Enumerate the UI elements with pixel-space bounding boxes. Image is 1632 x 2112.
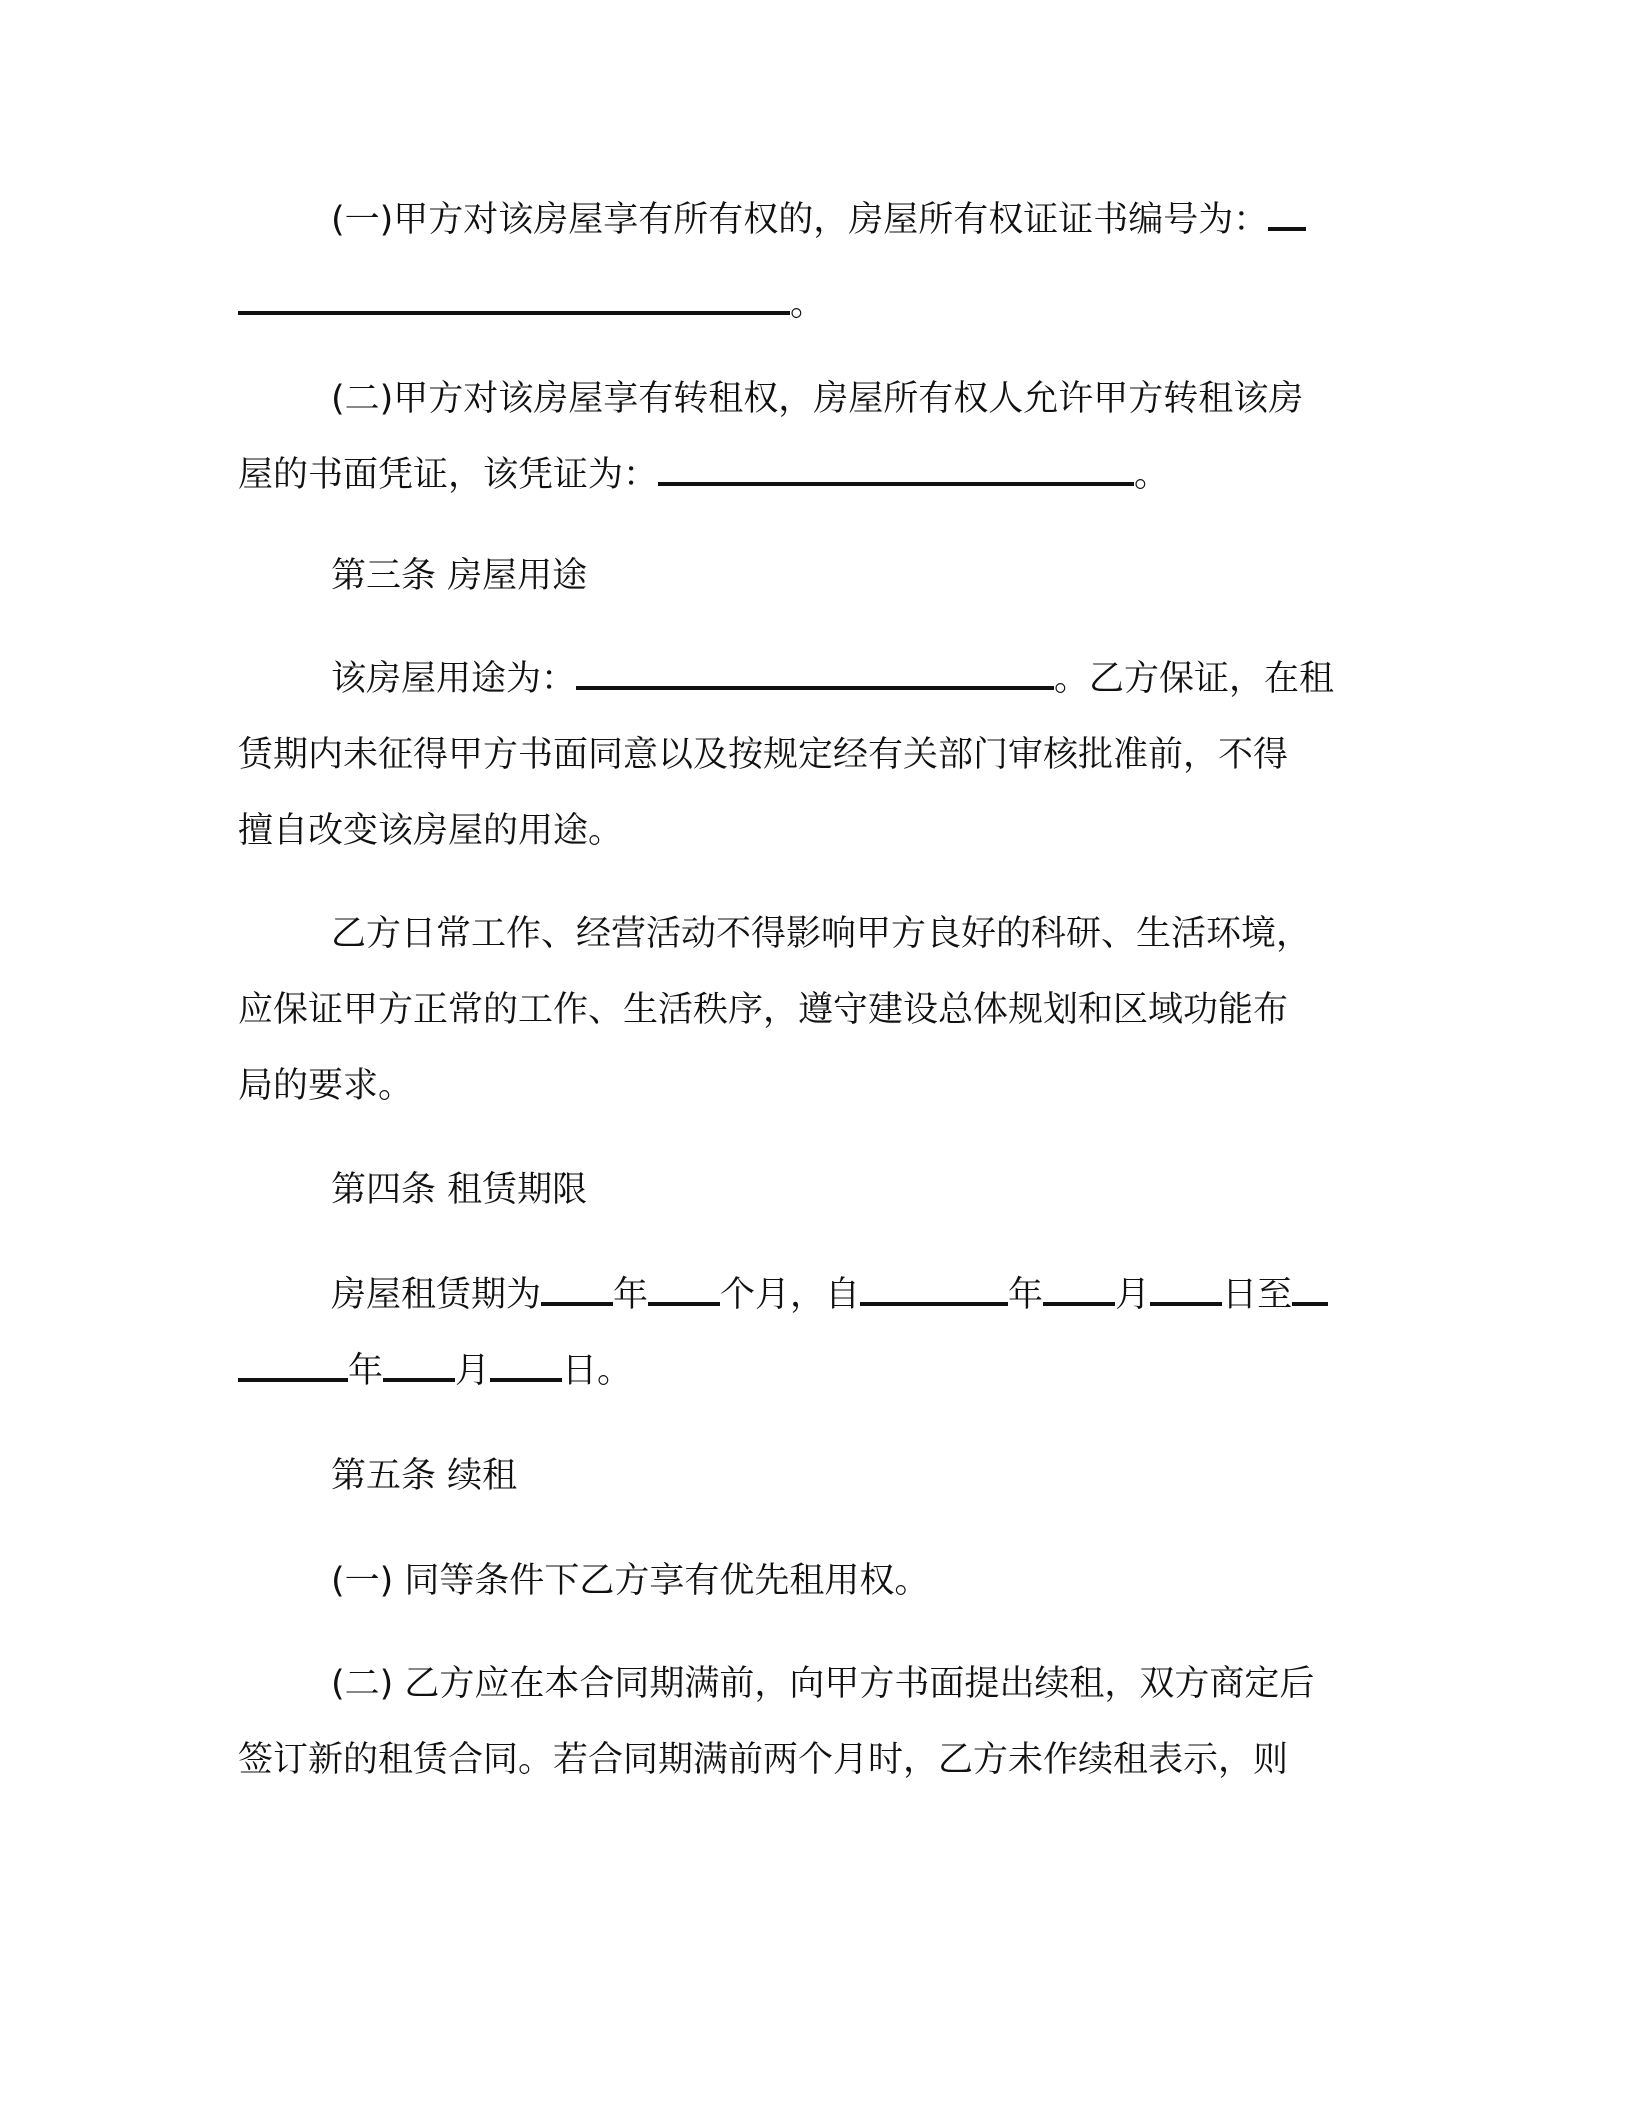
start-day-blank (1150, 1272, 1222, 1306)
usage-clause-line2: 赁期内未征得甲方书面同意以及按规定经有关部门审核批准前，不得 (238, 735, 1289, 775)
operation-clause-line2: 应保证甲方正常的工作、生活秩序，遵守建设总体规划和区域功能布 (238, 990, 1289, 1030)
sublease-clause-line2: 屋的书面凭证，该凭证为： 。 (238, 451, 1169, 499)
sublease-clause-line1: (二)甲方对该房屋享有转租权，房屋所有权人允许甲方转租该房 (331, 379, 1304, 419)
usage-blank (576, 656, 1054, 690)
operation-clause-line3: 局的要求。 (238, 1066, 414, 1106)
article3-heading: 第三条 房屋用途 (331, 556, 588, 596)
end-month-blank (383, 1348, 455, 1382)
term-months-blank (648, 1272, 720, 1306)
operation-clause-line1: 乙方日常工作、经营活动不得影响甲方良好的科研、生活环境， (331, 914, 1312, 954)
term-clause-line1: 房屋租赁期为 年 个月，自 年 月 日至 (331, 1271, 1328, 1319)
ownership-clause-line2: 。 (238, 280, 825, 328)
renewal-priority-clause: (一) 同等条件下乙方享有优先租用权。 (331, 1561, 930, 1601)
term-years-blank (541, 1272, 613, 1306)
start-year-blank (860, 1272, 1008, 1306)
certificate-number-blank-cont (238, 281, 790, 315)
end-year-blank (1292, 1272, 1328, 1306)
usage-clause-line1: 该房屋用途为： 。乙方保证，在租 (331, 655, 1334, 703)
renewal-notice-line1: (二) 乙方应在本合同期满前，向甲方书面提出续租，双方商定后 (331, 1664, 1315, 1704)
article4-heading: 第四条 租赁期限 (331, 1170, 588, 1210)
start-month-blank (1043, 1272, 1115, 1306)
article5-heading: 第五条 续租 (331, 1456, 518, 1496)
renewal-notice-line2: 签订新的租赁合同。若合同期满前两个月时，乙方未作续租表示，则 (238, 1740, 1289, 1780)
voucher-blank (658, 452, 1134, 486)
end-year-blank-cont (238, 1348, 348, 1382)
certificate-number-blank (1268, 197, 1306, 231)
ownership-clause-line1: (一)甲方对该房屋享有所有权的，房屋所有权证证书编号为： (331, 196, 1306, 244)
term-clause-line2: 年 月 日。 (238, 1347, 632, 1395)
usage-clause-line3: 擅自改变该房屋的用途。 (238, 811, 624, 851)
end-day-blank (490, 1348, 562, 1382)
